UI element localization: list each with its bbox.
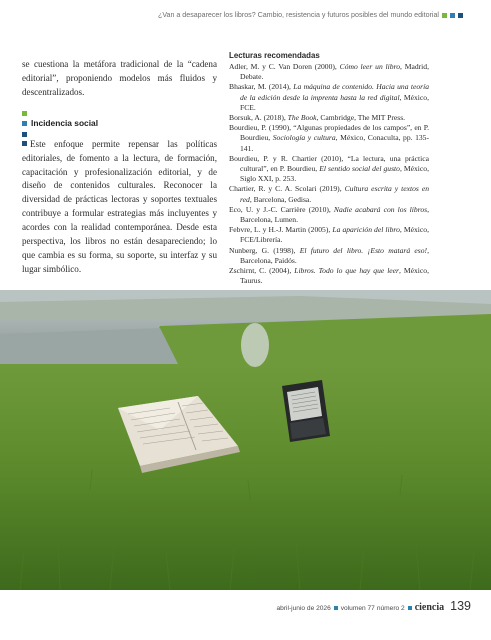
reading-text: Eco, U. y J.-C. Carrière (2010), <box>229 204 334 214</box>
header-square-navy <box>458 13 463 18</box>
reading-item <box>229 123 429 154</box>
reading-text: Adler, M. y C. Van Doren (2000), <box>229 62 340 71</box>
page-footer <box>276 599 471 613</box>
footer-separator-1 <box>334 606 338 610</box>
reading-title: Libros. Todo lo que hay que leer <box>294 266 400 276</box>
section-heading <box>22 118 217 129</box>
section-marker <box>22 110 217 118</box>
reading-title: Cultura escrita y textos en red <box>240 184 429 204</box>
reading-publisher: , Madrid, Debate. <box>240 62 429 82</box>
paragraph-lead-square <box>22 141 27 146</box>
reading-title: El sentido social del gusto <box>319 164 400 174</box>
footer-magazine-name: ciencia <box>414 602 445 613</box>
reading-publisher: , México, FCE. <box>240 92 429 112</box>
footer-number: número 2 <box>376 605 405 612</box>
reading-item <box>229 205 429 225</box>
running-title: ¿Van a desaparecer los libros? Cambio, resistencia y futuros posibles del mundo editorial <box>157 11 439 19</box>
reading-text: Bhaskar, M. (2014), <box>229 82 294 92</box>
reading-title: Nadie acabará con los libros <box>333 204 428 214</box>
reading-text: Bourdieu, P. (1990), “Algunas propiedades de los campos”, en P. Bourdieu, <box>229 123 429 143</box>
reading-text: Borsuk, A. (2018), <box>229 113 288 123</box>
reading-title: The Book <box>287 113 317 123</box>
reading-publisher: , México, Taurus. <box>240 266 429 286</box>
reading-title: Sociología y cultura <box>272 133 336 143</box>
reading-title: El futuro del libro. ¡Esto matará eso! <box>299 245 428 255</box>
readings-title: Lecturas recomendadas <box>229 51 320 60</box>
running-header <box>158 11 463 19</box>
reading-publisher: , Barcelona, Paidós. <box>240 245 429 265</box>
reading-publisher: , México, FCE/Librería. <box>240 225 429 245</box>
intro-paragraph: se cuestiona la metáfora tradicional de la “cadena editorial”, proponiendo modelos más fluidos y descentralizados. <box>22 59 217 97</box>
section-marker-square-blue <box>22 121 27 126</box>
reading-text: Nunberg, G. (1998), <box>229 245 300 255</box>
reading-publisher: , Barcelona, Gedisa. <box>249 194 312 204</box>
reading-publisher: , Barcelona, Lumen. <box>240 204 429 225</box>
section-paragraph <box>22 138 217 277</box>
reading-item <box>229 82 429 113</box>
photo-illustration <box>0 290 491 590</box>
reading-item <box>229 225 429 245</box>
reading-title: Cómo leer un libro <box>339 62 401 71</box>
section-heading-text: Incidencia social <box>31 117 99 128</box>
section-paragraph-text: Este enfoque permite repensar las políticas editoriales, de fomento a la lectura, de formación, capacitación y profesionalización editorial, y de diseño de contenidos culturales. Reconocer la diversidad de prácticas lectoras y soportes textuales contribuye a formular estrategias más incluyentes y acordes con la realidad contemporánea. Desde esta perspectiva, los libros no están desapareciendo; lo que cambia es su forma, su soporte, su interfaz y su lugar simbólico. <box>22 138 217 274</box>
book-and-ereader-photo <box>0 290 491 590</box>
reading-item <box>229 62 429 82</box>
header-square-blue <box>450 13 455 18</box>
section-marker-square-green <box>22 111 27 116</box>
readings-list <box>229 62 429 286</box>
recommended-readings <box>229 50 429 286</box>
reading-title: La máquina de contenido. Hacia una teoría de la edición desde la imprenta hasta la red digital <box>240 82 429 102</box>
reading-item <box>229 154 429 185</box>
footer-separator-2 <box>408 606 412 610</box>
reading-publisher: , México, Siglo XXI, p. 253. <box>240 164 429 184</box>
reading-text: Bourdieu, P. y R. Chartier (2010), “La lectura, una práctica cultural”, en P. Bourdieu, <box>229 153 429 174</box>
reading-publisher: , Cambridge, The MIT Press. <box>316 113 406 123</box>
footer-volume: volumen 77 <box>340 605 375 612</box>
reading-item <box>229 184 429 204</box>
header-square-green <box>442 13 447 18</box>
reading-publisher: , México, Conaculta, pp. 135-141. <box>240 133 430 153</box>
reading-item <box>229 246 429 266</box>
reading-item <box>229 266 429 286</box>
reading-text: Zschirnt, C. (2004), <box>229 266 295 276</box>
section-marker-square-navy <box>22 132 27 137</box>
reading-text: Febvre, L. y H.-J. Martin (2005), <box>229 225 333 235</box>
reading-title: La aparición del libro <box>332 225 400 235</box>
footer-date: abril-junio de 2026 <box>276 605 331 612</box>
ereader <box>282 380 330 442</box>
page-number: 139 <box>450 599 471 613</box>
reading-text: Chartier, R. y C. A. Scolari (2019), <box>229 184 345 194</box>
reading-item <box>229 113 429 123</box>
